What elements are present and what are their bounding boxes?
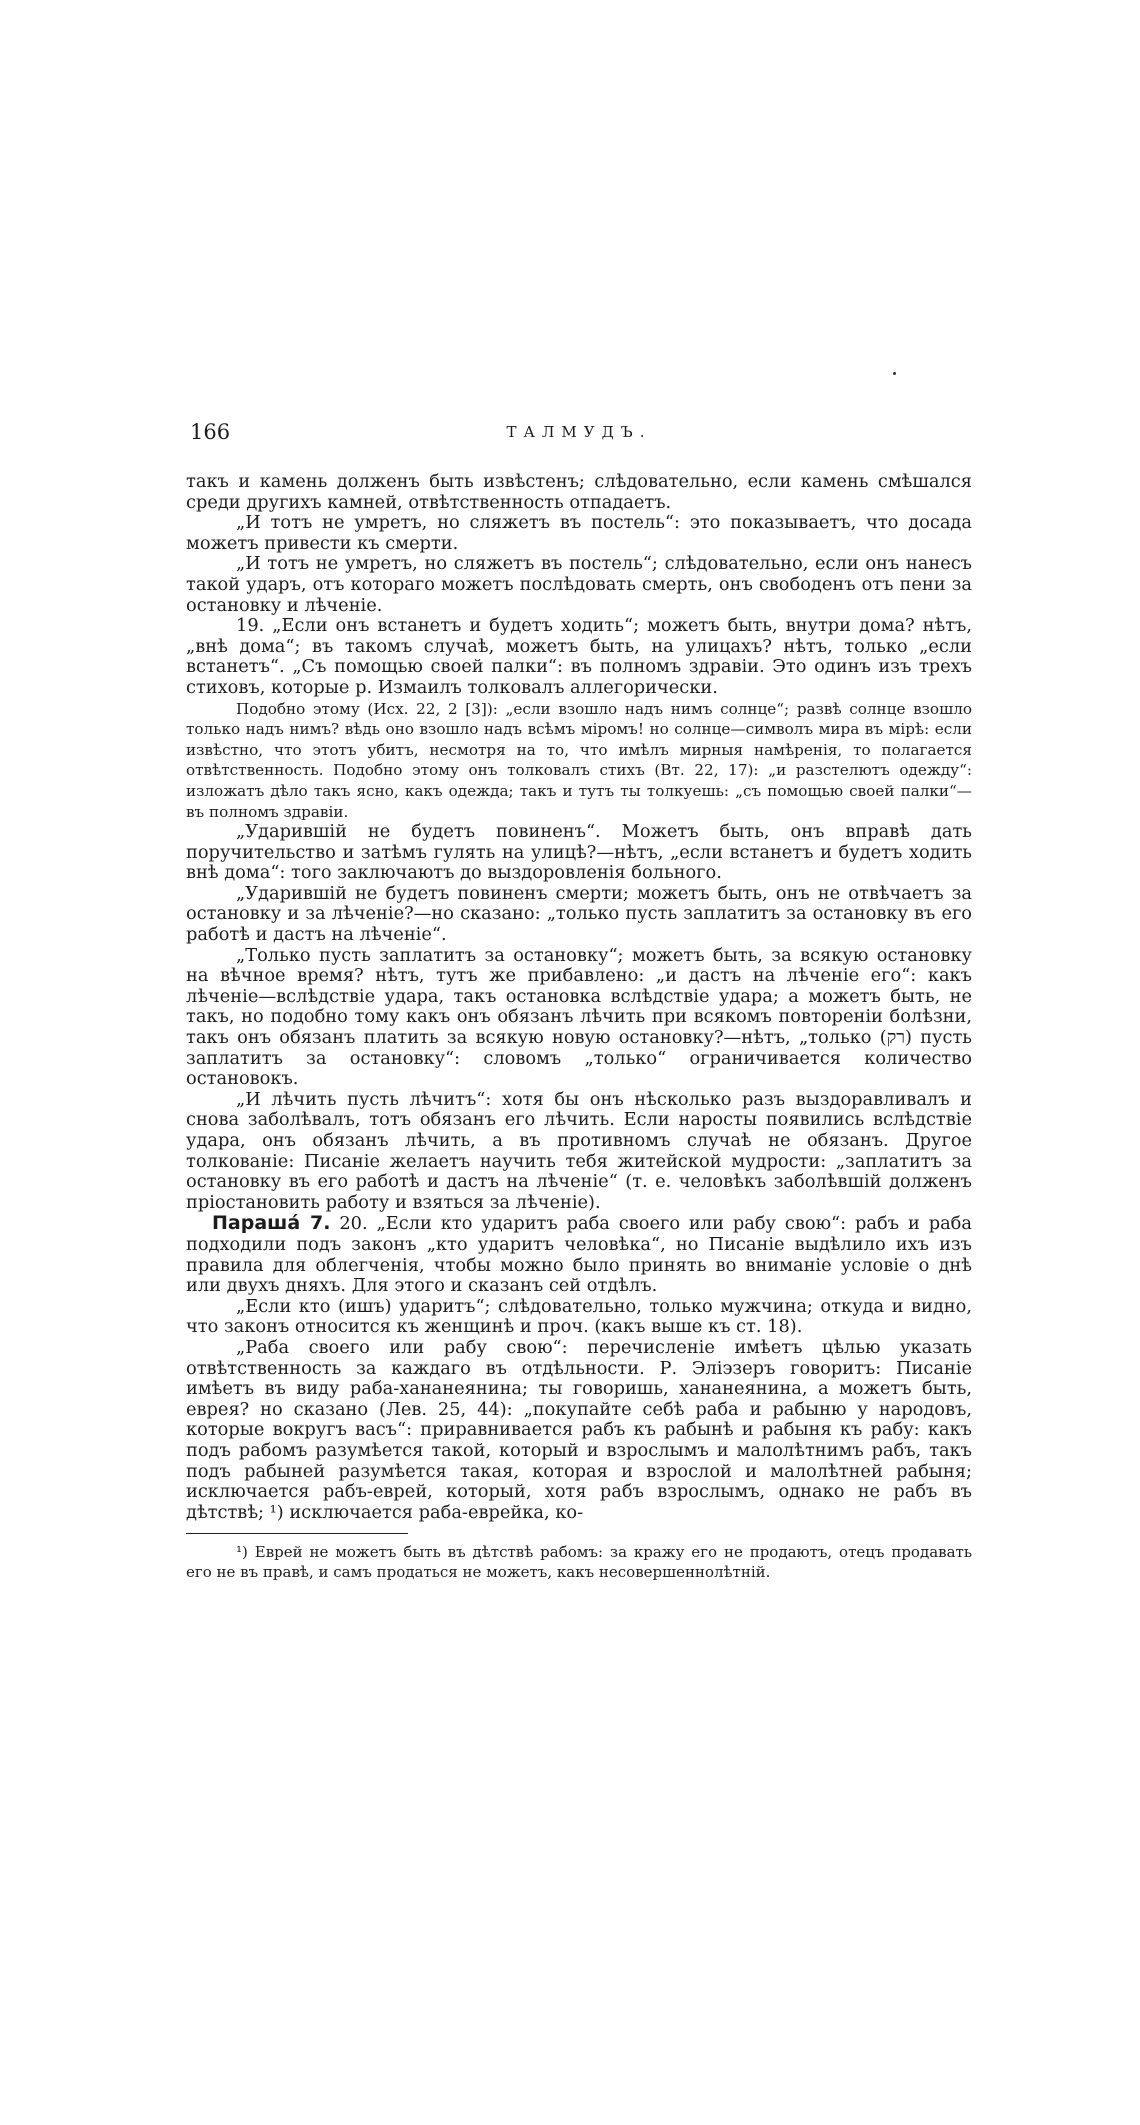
- footnote-divider: [186, 1533, 408, 1534]
- paragraph: „Раба своего или рабу свою“: перечисленіе имѣетъ цѣлью указать отвѣтственность за каждаго въ отдѣльности. Р. Элiэзеръ говоритъ: Писаніе имѣетъ въ виду раба-хананеянина; ты говоришь, хананеянина, а можетъ быть, еврея? но сказано (Лев. 25, 44): „покупайте себѣ раба и рабыню у народовъ, которые вокругъ васъ“: приравнивается рабъ къ рабынѣ и рабыня къ рабу: какъ подъ рабомъ разумѣется такой, который и взрослымъ и малолѣтнимъ рабъ, такъ подъ рабыней разумѣется такая, которая и взрослой и малолѣтней рабыня; исключается рабъ-еврей, который, хотя рабъ взрослымъ, однако не рабъ въ дѣтствѣ; ¹) исключается раба-еврейка, ко-: [186, 1336, 972, 1523]
- page: [186, 420, 972, 1582]
- paragraph: „Ударившій не будетъ повиненъ смерти; можетъ быть, онъ не отвѣчаетъ за остановку и за лѣченіе?—но сказано: „только пусть заплатитъ за остановку въ его работѣ и дастъ на лѣченіе“.: [186, 882, 972, 946]
- paragraph-verse-19: 19. „Если онъ встанетъ и будетъ ходить“; можетъ быть, внутри дома? нѣтъ, „внѣ дома“; въ такомъ случаѣ, можетъ быть, на улицахъ? нѣтъ, только „если встанетъ“. „Съ помощью своей палки“: въ полномъ здравіи. Это одинъ изъ трехъ стиховъ, которые р. Измаилъ толковалъ аллегорически.: [186, 615, 972, 698]
- paragraph: „Только пусть заплатитъ за остановку“; можетъ быть, за всякую остановку на вѣчное время? нѣтъ, тутъ же прибавлено: „и дастъ на лѣченіе его“: какъ лѣченіе—вслѣдствіе удара, такъ остановка вслѣдствіе удара; а можетъ быть, не такъ, но подобно тому какъ онъ обязанъ лѣчить при всякомъ повтореніи болѣзни, такъ онъ обязанъ платить за всякую новую остановку?—нѣтъ, „только (רק) пусть заплатитъ за остановку“: словомъ „только“ ограничивается количество остановокъ.: [186, 944, 972, 1090]
- paragraph-text: 20. „Если кто ударитъ раба своего или рабу свою“: рабъ и раба подходили подъ законъ „кто ударитъ человѣка“, но Писаніе выдѣлило ихъ изъ правила для облегченія, чтобы можно было принять во вниманіе условіе о днѣ или двухъ дняхъ. Для этого и сказанъ сей отдѣлъ.: [186, 1213, 972, 1297]
- paragraph: такъ и камень долженъ быть извѣстенъ; слѣдовательно, если камень смѣшался среди другихъ камней, отвѣтственность отпадаетъ.: [186, 471, 972, 513]
- main-text: [186, 472, 972, 1523]
- running-title: ТАЛМУДЪ.: [506, 423, 652, 441]
- page-number: 166: [190, 420, 231, 444]
- stray-dot: [893, 372, 896, 375]
- paragraph: „Ударившій не будетъ повиненъ“. Можетъ быть, онъ вправѣ дать поручительство и затѣмъ гулять на улицѣ?—нѣтъ, „если встанетъ и будетъ ходить внѣ дома“: того заключаютъ до выздоровленія больного.: [186, 821, 972, 884]
- paragraph: „И лѣчить пусть лѣчитъ“: хотя бы онъ нѣсколько разъ выздоравливалъ и снова заболѣвалъ, тотъ обязанъ его лѣчить. Если наросты появились вслѣдствіе удара, онъ обязанъ лѣчить, а въ противномъ случаѣ не обязанъ. Другое толкованіе: Писаніе желаетъ научить тебя житейской мудрости: „заплатитъ за остановку въ его работѣ и дастъ на лѣченіе“ (т. е. человѣкъ заболѣвшій долженъ пріостановить работу и взяться за лѣченіе).: [186, 1088, 972, 1213]
- paragraph: „Если кто (ишъ) ударитъ“; слѣдовательно, только мужчина; откуда и видно, что законъ относится къ женщинѣ и проч. (какъ выше къ ст. 18).: [186, 1295, 972, 1338]
- paragraph: „И тотъ не умретъ, но сляжетъ въ постель“; слѣдовательно, если онъ нанесъ такой ударъ, отъ котораго можетъ послѣдовать смерть, онъ свободенъ отъ пени за остановку и лѣченіе.: [186, 553, 972, 616]
- paragraph-verse-20: [186, 1213, 972, 1296]
- footnote: ¹) Еврей не можетъ быть въ дѣтствѣ рабомъ: за кражу его не продаютъ, отецъ продавать его не въ правѣ, и самъ продаться не можетъ, какъ несовершеннолѣтній.: [186, 1543, 972, 1582]
- parasha-heading: Парашá 7.: [212, 1212, 331, 1235]
- small-print-commentary: Подобно этому (Исх. 22, 2 [3]): „если взошло надъ нимъ солнце“; развѣ солнце взошло только надъ нимъ? вѣдь оно взошло надъ всѣмъ міромъ! но солнце—символъ мира въ мірѣ: если извѣстно, что этотъ убитъ, несмотря на то, что имѣлъ мирныя намѣренія, то полагается отвѣтственность. Подобно этому онъ толковалъ стихъ (Вт. 22, 17): „и разстелютъ одежду“: изложатъ дѣло такъ ясно, какъ одежда; такъ и тутъ ты толкуешь: „съ помощью своей палки“—въ полномъ здравіи.: [186, 699, 972, 821]
- paragraph: „И тотъ не умретъ, но сляжетъ въ постель“: это показываетъ, что досада можетъ привести къ смерти.: [186, 512, 972, 554]
- running-head: [186, 420, 972, 450]
